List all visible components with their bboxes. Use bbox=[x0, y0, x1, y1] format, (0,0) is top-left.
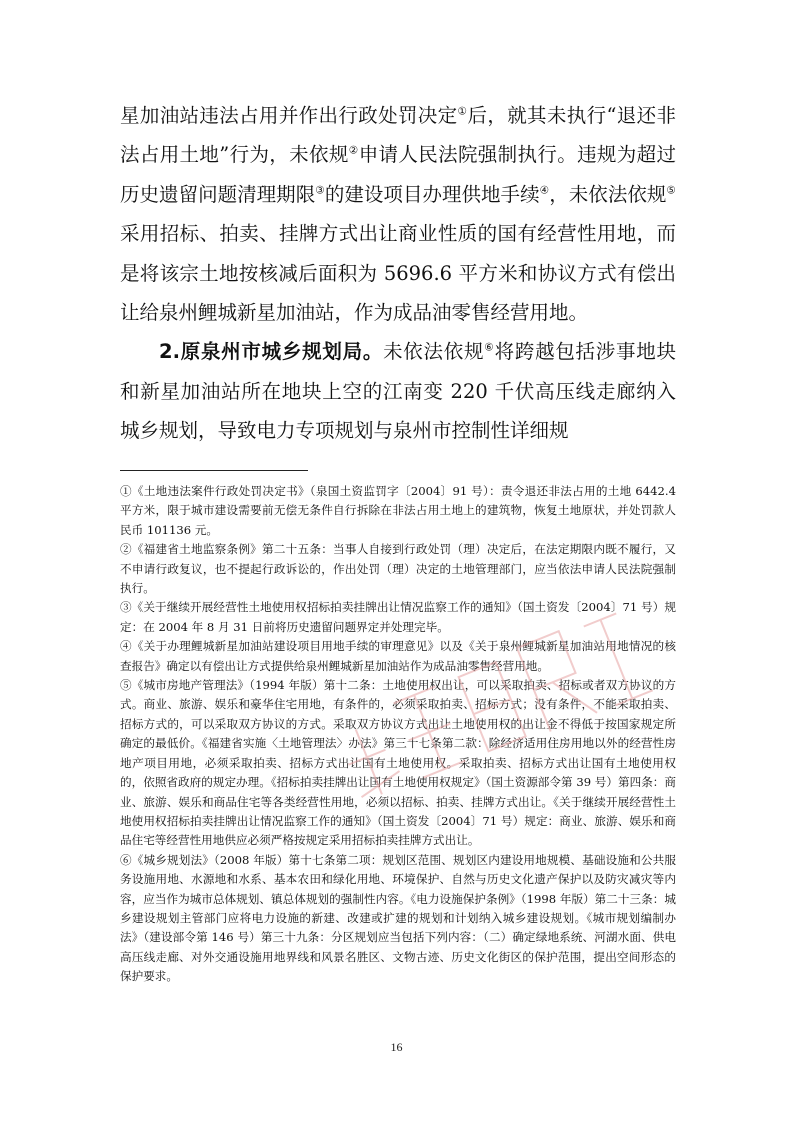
footnote-2: ②《福建省土地监察条例》第二十五条：当事人自接到行政处罚（理）决定后，在法定期限内既不履行，又不申请行政复议，也不提起行政诉讼的，作出处罚（理）决定的土地管理部门，应当依法申请人民法院强制执行。 bbox=[120, 542, 676, 596]
paragraph-2 bbox=[120, 332, 676, 450]
paragraph-1 bbox=[120, 96, 676, 332]
footnote-ref-3[interactable]: ③ bbox=[315, 183, 325, 197]
text-run: 申请人民法院强制执行。违规为超过历史遗留问题清理期限 bbox=[120, 143, 676, 206]
text-run: ，未依法依规 bbox=[549, 182, 667, 206]
footnote-separator bbox=[120, 470, 308, 471]
main-body-text bbox=[120, 96, 676, 451]
text-run: 采用招标、拍卖、挂牌方式出让商业性质的国有经营性用地，而是将该宗土地按核减后面积为 5696.6 平方米和协议方式有偿出让给泉州鲤城新星加油站，作为成品油零售经营用地。 bbox=[120, 222, 676, 325]
section-heading: 2.原泉州市城乡规划局。 bbox=[159, 340, 384, 364]
footnotes bbox=[120, 482, 676, 987]
footnote-1: ①《土地违法案件行政处罚决定书》（泉国土资监罚字〔2004〕91 号）：责令退还非法占用的土地 6442.4 平方米，限于城市建设需要前无偿无条件自行拆除在非法占用土地上的建筑物，恢复土地原状，并处罚款人民币 101136 元。 bbox=[120, 484, 676, 537]
page-number: 16 bbox=[390, 1040, 403, 1054]
footnote-ref-6[interactable]: ⑥ bbox=[484, 340, 495, 354]
text-run: 的建设项目办理供地手续 bbox=[324, 182, 540, 206]
text-run: 星加油站违法占用并作出行政处罚决定 bbox=[120, 104, 458, 127]
text-run: 未依法依规 bbox=[383, 340, 485, 364]
text-run: 后，就其未执行“退还非法占用土地”行为，未依规 bbox=[120, 104, 676, 167]
footnote-ref-4[interactable]: ④ bbox=[539, 183, 550, 197]
footnote-ref-1[interactable]: ① bbox=[457, 104, 468, 118]
footnote-5: ⑤《城市房地产管理法》（1994 年版）第十二条：土地使用权出让，可以采取拍卖、招标或者双方协议的方式。商业、旅游、娱乐和豪华住宅用地，有条件的，必须采取拍卖、招标方式；没有条件，不能采取拍卖、招标方式的，可以采取双方协议的方式。采取双方协议方式出让土地使用权的出让金不得低于按国家规定所确定的最低价。《福建省实施〈土地管理法〉办法》第三十七条第二款：除经济适用住房用地以外的经营性房地产项目用地，必须采取拍卖、招标方式出让国有土地使用权。采取拍卖、招标方式出让国有土地使用权的，依照省政府的规定办理。《招标拍卖挂牌出让国有土地使用权规定》（国土资源部令第 39 号）第四条：商业、旅游、娱乐和商品住宅等各类经营性用地，必须以招标、拍卖、挂牌方式出让。《关于继续开展经营性土地使用权招标拍卖挂牌出让情况监察工作的通知》（国土资发〔2004〕71 号）规定：商业、旅游、娱乐和商品住宅等经营性用地供应必须严格按规定采用招标拍卖挂牌方式出让。 bbox=[120, 678, 676, 848]
text-run: 将跨越包括涉事地块和新星加油站所在地块上空的江南变 220 千伏高压线走廊纳入城乡规划，导致电力专项规划与泉州市控制性详细规 bbox=[120, 340, 676, 443]
footnote-6: ⑥《城乡规划法》（2008 年版）第十七条第二项：规划区范围、规划区内建设用地规模、基础设施和公共服务设施用地、水源地和水系、基本农田和绿化用地、环境保护、自然与历史文化遗产保护以及防灾减灾等内容，应当作为城市总体规划、镇总体规划的强制性内容。《电力设施保护条例》（1998 年版）第二十三条：城乡建设规划主管部门应将电力设施的新建、改建或扩建的规划和计划纳入城乡建设规划。《城市规划编制办法》（建设部令第 146 号）第三十九条：分区规划应当包括下列内容：（二）确定绿地系统、河湖水面、供电高压线走廊、对外交通设施用地界线和风景名胜区、文物古迹、历史文化街区的保护范围，提出空间形态的保护要求。 bbox=[120, 852, 676, 984]
footnote-4: ④《关于办理鲤城新星加油站建设项目用地手续的审理意见》以及《关于泉州鲤城新星加油站用地情况的核查报告》确定以有偿出让方式提供给泉州鲤城新星加油站作为成品油零售经营用地。 bbox=[120, 639, 676, 673]
footnote-ref-5[interactable]: ⑤ bbox=[666, 183, 676, 197]
footnote-ref-2[interactable]: ② bbox=[348, 143, 359, 157]
footnote-3: ③《关于继续开展经营性土地使用权招标拍卖挂牌出让情况监察工作的通知》（国土资发〔2004〕71 号）规定：在 2004 年 8 月 31 日前将历史遗留问题界定并处理完毕。 bbox=[120, 600, 676, 634]
